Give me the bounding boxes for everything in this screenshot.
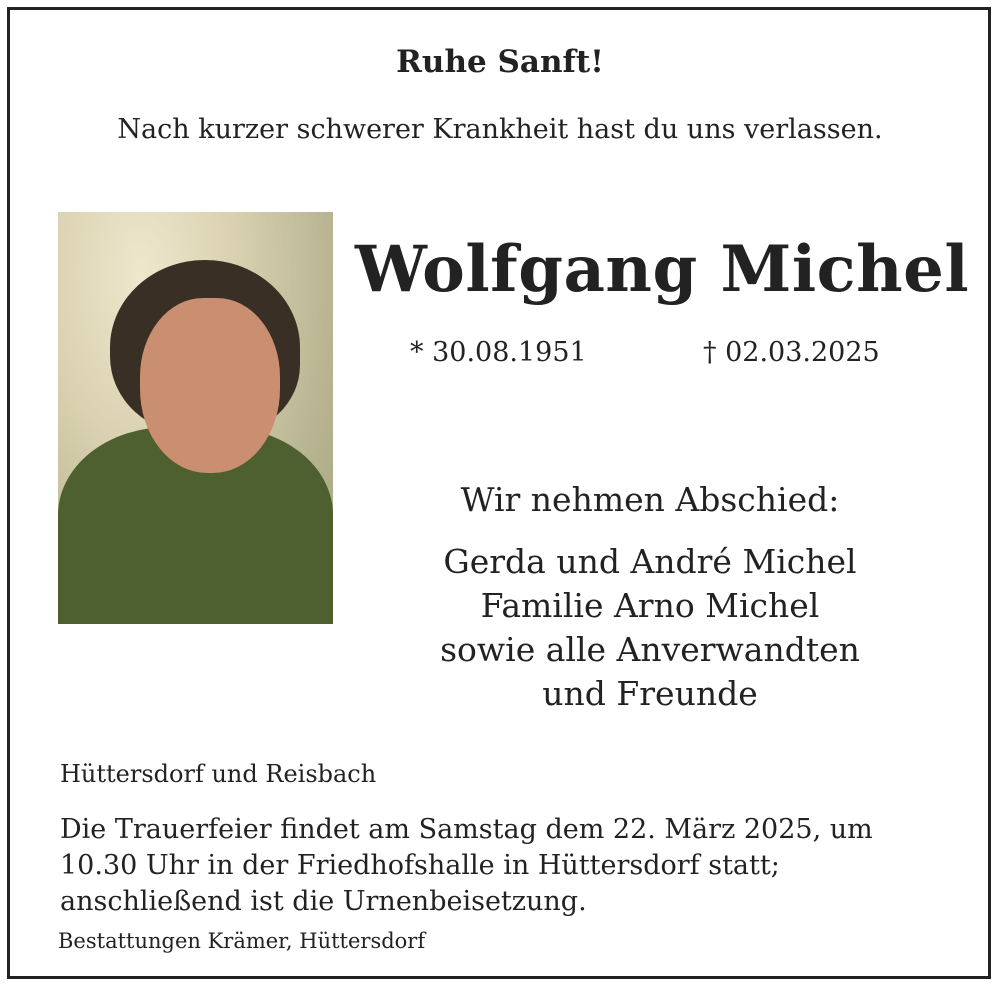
place-text: Hüttersdorf und Reisbach <box>60 760 377 788</box>
deceased-name: Wolfgang Michel <box>355 232 970 307</box>
portrait-photo <box>58 212 333 624</box>
service-line: anschließend ist die Urnenbeisetzung. <box>60 886 587 917</box>
farewell-heading: Wir nehmen Abschied: <box>460 480 840 519</box>
service-line: 10.30 Uhr in der Friedhofshalle in Hüttersdorf statt; <box>60 850 780 881</box>
death-date: † 02.03.2025 <box>703 337 880 368</box>
portrait-face <box>140 298 280 473</box>
headline: Ruhe Sanft! <box>396 44 604 80</box>
service-info <box>60 812 910 920</box>
birth-date: * 30.08.1951 <box>410 337 587 368</box>
mourner-line: und Freunde <box>542 674 758 713</box>
mourner-line: Familie Arno Michel <box>480 586 820 625</box>
undertaker-text: Bestattungen Krämer, Hüttersdorf <box>58 929 426 953</box>
mourner-line: Gerda und André Michel <box>443 542 857 581</box>
service-line: Die Trauerfeier findet am Samstag dem 22. März 2025, um <box>60 814 873 845</box>
mourner-line: sowie alle Anverwandten <box>440 630 860 669</box>
intro-text: Nach kurzer schwerer Krankheit hast du uns verlassen. <box>117 114 883 145</box>
mourners-list <box>355 540 945 716</box>
